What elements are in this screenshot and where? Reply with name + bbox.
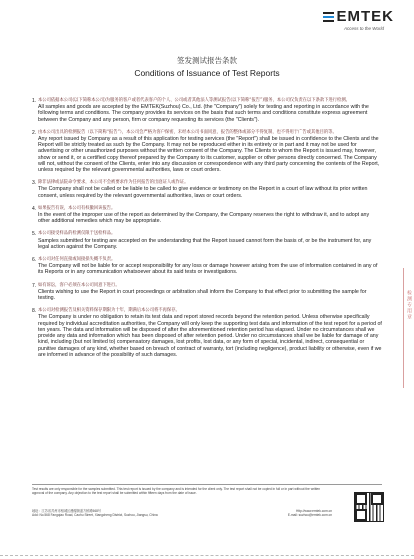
clause-text-cn: 本公司接受样品的检测仅限于送检样品。 bbox=[38, 231, 116, 237]
clause-number: 5. bbox=[32, 231, 37, 238]
clause-text-en: Clients wishing to use the Report in court proceedings or arbitration shall inform the Company to that effect prior to submitting the sample for testing. bbox=[38, 288, 367, 302]
title-english: Conditions of Issuance of Test Reports bbox=[134, 68, 280, 78]
clause-4 bbox=[32, 206, 382, 225]
clause-number: 8. bbox=[32, 308, 37, 315]
clause-number: 2. bbox=[32, 129, 37, 136]
clause-6 bbox=[32, 257, 382, 276]
clause-3 bbox=[32, 180, 382, 199]
clause-2 bbox=[32, 130, 382, 173]
address-en: Add: No.568 Fangqiao Road, Caohu Street, Xiangcheng District, Suzhou, Jiangsu, China bbox=[32, 513, 158, 518]
clause-8 bbox=[32, 308, 382, 358]
clause-text-cn: 除非法律或法院命令要求，本公司不会被要求作为任何报告的出庭证人或作证。 bbox=[38, 180, 189, 186]
logo-brand: EMTEK bbox=[336, 8, 394, 25]
clause-text-en: All samples and goods are accepted by the EMTEK(Suzhou) Co., Ltd. (the "Company") solely for testing and reporting in accordance with the following terms and conditions. The company provides its services on the basis that such terms and conditions constitute express agreement between the Company and any person, firm or company requesting its services (the "Clients"). bbox=[38, 104, 369, 123]
clause-text-cn: 本公司对任何直接或间接损失概不负责。 bbox=[38, 257, 116, 263]
clause-text-en: The Company shall not be called or be liable to be called to give evidence or testimony on the Report in a court of law without its prior written consent, unless required by the relevant governmental authorities, laws or court orders. bbox=[38, 186, 368, 199]
seal-stamp-text: 检测专用章 bbox=[406, 290, 412, 320]
clause-number: 1. bbox=[32, 98, 37, 104]
clause-list bbox=[32, 98, 382, 365]
title-chinese: 签发测试报告条款 bbox=[177, 56, 237, 65]
clause-text-cn: 本公司对检测报告及相关资料保存期限为十年，期满后本公司将不再保存。 bbox=[38, 308, 180, 314]
clause-text-cn: 如有诉讼，客户必须在本公司同意下进行。 bbox=[38, 282, 120, 288]
clause-text-cn: 如果报告有误，本公司有权撤回该报告。 bbox=[38, 205, 116, 211]
clause-number: 7. bbox=[32, 282, 37, 289]
clause-text-en: In the event of the improper use of the report as determined by the Company, the Company reserves the right to withdraw it, and to adopt any other additional remedies which may be appropriate. bbox=[38, 212, 370, 225]
website-link[interactable]: Http://www.emtek.com.cn bbox=[296, 509, 332, 513]
clause-7 bbox=[32, 283, 382, 302]
document-title bbox=[0, 55, 414, 78]
footer-address bbox=[32, 509, 332, 517]
clause-number: 6. bbox=[32, 257, 37, 264]
footer-divider bbox=[32, 484, 382, 485]
email-link[interactable]: E-mail: suzhou@emtek.com.cn bbox=[287, 513, 332, 518]
logo-tagline: Access to the World bbox=[343, 26, 384, 31]
qr-code-icon bbox=[354, 492, 384, 522]
page-edge-divider bbox=[0, 555, 414, 559]
clause-text-en: Samples submitted for testing are accepted on the understanding that the Report issued cannot form the basis of, or be the instrument for, any legal action against the Company. bbox=[38, 237, 372, 250]
clause-text-en: Any report issued by Company as a result of this application for testing services (the "Report") shall be issued in confidence to the Clients and the Report will be strictly treated as such by the Company. It may not be reproduced either in its entirety or in part and it may not be used for advertising or other unauthorized purposes without the written consent of the Company. The Clients to whom the Report is issued may, however, show or send it, or a certified copy thereof prepared by the Company to its customer, supplier or other persons directly concerned. The Company will not, without the consent of the Clients, enter into any discussion or correspondence with any third party concerning the contents of the Report, unless required by the relevant governmental authorities, laws or court orders. bbox=[38, 136, 380, 174]
logo-stripes-icon bbox=[323, 12, 336, 22]
company-logo bbox=[323, 8, 395, 31]
footer-disclaimer: Test results are only responsible for the samples submitted. This test report is issued by the company and is intended for the client only. The test report shall not be copied in full or in part without the written approval of the company. Any objection to the test report shall be submitted within fifteen days from the date of issue. bbox=[32, 487, 321, 496]
clause-5 bbox=[32, 231, 382, 250]
address-cn: 地址：江苏省苏州市相城区漕湖街道方桥路568号 bbox=[32, 509, 102, 513]
clause-text-en: The Company is under no obligation to retain its test data and report stored records beyond the retention period. Unless otherwise specifically required by individual accreditation authorities, the Company will only keep the supporting test data and information of the test report for a period of ten years. The data and information will be disposed of after the aforementioned retention period has elapsed. Under no circumstances shall we provide any data and information which has been disposed of after retention period. Under no circumstances shall we be liable for damage of any kind, including (but not limited to) compensatory damages, lost profits, lost data, or any form of special, incidental, indirect, consequential or punitive damages of any kind, whether based on breach of contract of warranty, tort (including negligence), product liability or otherwise, even if we are informed in advance of the possibility of such damages. bbox=[38, 314, 382, 358]
clause-text-cn: 由本公司出具的检测报告（以下简称“报告”），本公司会严格为客户保密，未经本公司书面同意，报告的整体或部分不得复制，也不得用于广告或其他目的等。 bbox=[38, 129, 337, 135]
clause-1 bbox=[32, 98, 382, 123]
seal-stamp-edge bbox=[403, 268, 414, 388]
clause-text-cn: 本公司依据本公司(以下简称本公司)为服务的客户或者代表客户的个人、公司或者其他法人等测试报告(以下简称“报告”)服务，本公司仅负责在以下条款下进行检测。 bbox=[38, 98, 350, 103]
clause-number: 3. bbox=[32, 180, 37, 187]
clause-number: 4. bbox=[32, 205, 37, 212]
clause-text-en: The Company will not be liable for or accept responsibility for any loss or damage however arising from the use of information contained in any of its Reports or in any communication whatsoever about its said tests or investigations. bbox=[38, 263, 378, 276]
